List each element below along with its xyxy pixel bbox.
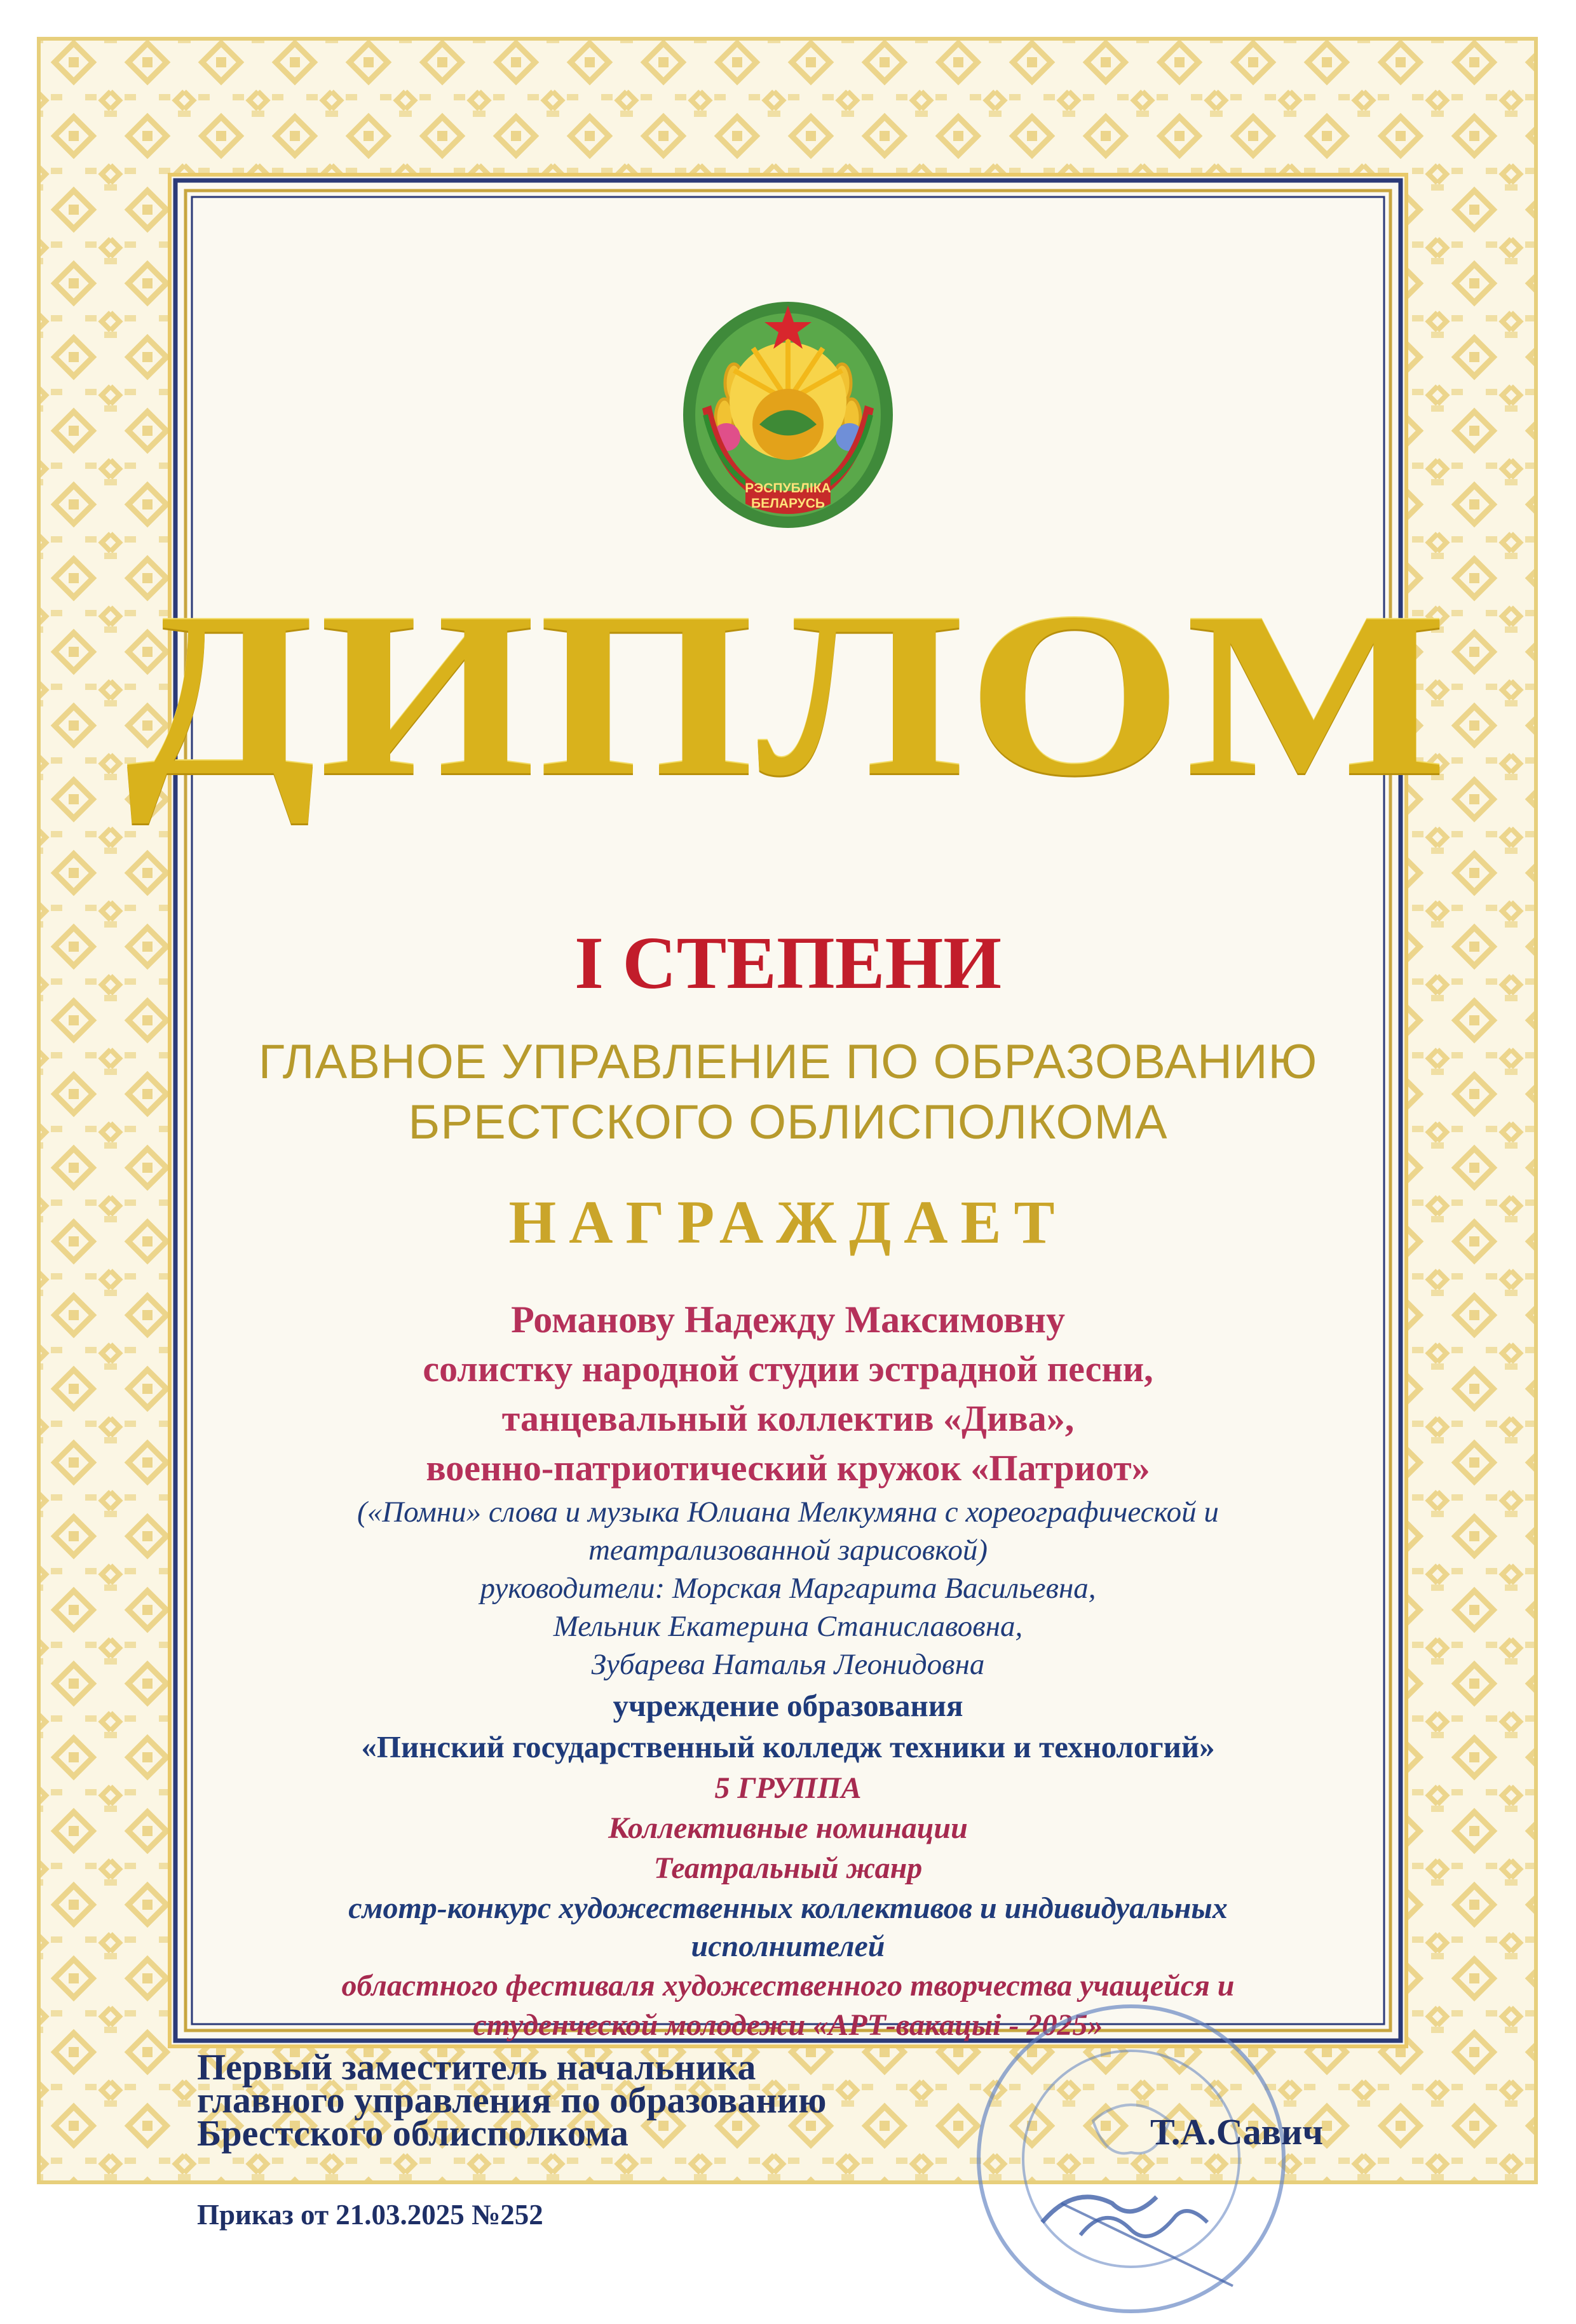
signatory-position-line-1: Первый заместитель начальника bbox=[197, 2046, 756, 2088]
leaders-line-3: Зубарева Наталья Леонидовна bbox=[591, 1648, 985, 1681]
state-emblem bbox=[664, 288, 912, 536]
contest-line-2: исполнителей bbox=[691, 1929, 885, 1963]
diploma-degree: I СТЕПЕНИ bbox=[574, 921, 1002, 1004]
awards-verb: НАГРАЖДАЕТ bbox=[508, 1188, 1068, 1256]
leaders-line-1: руководители: Морская Маргарита Васильевна, bbox=[480, 1572, 1096, 1605]
emblem-ribbon-text-1: РЭСПУБЛІКА bbox=[745, 481, 831, 496]
recipient-role-2: танцевальный коллектив «Дива», bbox=[501, 1398, 1075, 1439]
institution-name: «Пинский государственный колледж техники и технологий» bbox=[361, 1729, 1215, 1764]
official-seal bbox=[966, 1994, 1296, 2324]
diploma-panel bbox=[125, 177, 1451, 2231]
institution-label: учреждение образования bbox=[613, 1688, 963, 1723]
recipient-name: Романову Надежду Максимовну bbox=[511, 1299, 1065, 1341]
work-line-2: театрализованной зарисовкой) bbox=[588, 1534, 988, 1567]
group-label: 5 ГРУППА bbox=[714, 1771, 862, 1805]
nomination-1: Коллективные номинации bbox=[608, 1811, 968, 1845]
recipient-role-1: солистку народной студии эстрадной песни, bbox=[423, 1348, 1153, 1389]
organization-line-2: БРЕСТСКОГО ОБЛИСПОЛКОМА bbox=[408, 1095, 1168, 1149]
emblem-ribbon-text-2: БЕЛАРУСЬ bbox=[751, 496, 825, 511]
festival-line-2: студенческой молодежи «АРТ-вакацыі - 2025» bbox=[473, 2008, 1103, 2042]
diploma-title: ДИПЛОМ bbox=[125, 564, 1451, 825]
recipient-role-3: военно-патриотический кружок «Патриот» bbox=[426, 1447, 1150, 1489]
signatory-position-line-3: Брестского облисполкома bbox=[197, 2112, 628, 2154]
festival-line-1: областного фестиваля художественного творчества учащейся и bbox=[341, 1969, 1235, 2003]
contest-line-1: смотр-конкурс художественных коллективов и индивидуальных bbox=[348, 1891, 1228, 1925]
diploma-sheet bbox=[37, 37, 1538, 2231]
nomination-2: Театральный жанр bbox=[653, 1851, 923, 1885]
signatory-position-line-2: главного управления по образованию bbox=[197, 2079, 827, 2121]
work-line-1: («Помни» слова и музыка Юлиана Мелкумяна с хореографической и bbox=[357, 1496, 1219, 1529]
order-reference: Приказ от 21.03.2025 №252 bbox=[197, 2199, 543, 2231]
organization-line-1: ГЛАВНОЕ УПРАВЛЕНИЕ ПО ОБРАЗОВАНИЮ bbox=[258, 1035, 1318, 1089]
signatory-position bbox=[197, 2046, 960, 2154]
leaders-line-2: Мельник Екатерина Станиславовна, bbox=[553, 1610, 1023, 1643]
signatory-name: Т.А.Савич bbox=[1150, 2111, 1324, 2152]
